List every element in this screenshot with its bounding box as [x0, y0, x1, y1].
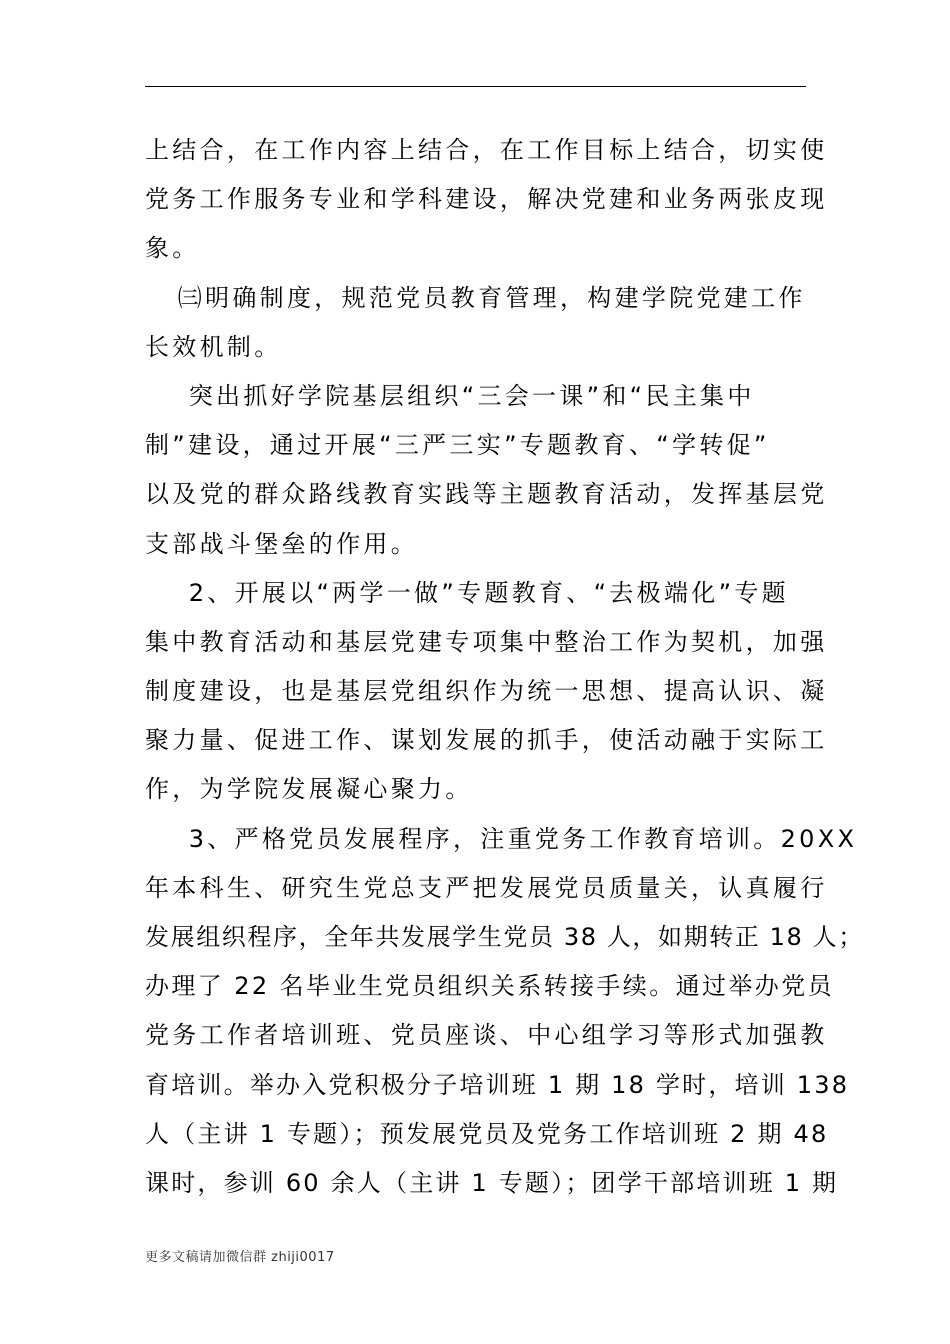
- text-line: 上结合，在工作内容上结合，在工作目标上结合，切实使: [145, 136, 828, 164]
- text-line: 育培训。举办入党积极分子培训班 1 期 18 学时，培训 138: [145, 1070, 850, 1099]
- text-line: 2、开展以“两学一做”专题教育、“去极端化”专题: [145, 578, 789, 607]
- document-body: [145, 126, 864, 1208]
- text-line: 发展组织程序，全年共发展学生党员 38 人，如期转正 18 人；: [145, 923, 864, 951]
- text-line: 制度建设，也是基层党组织作为统一思想、提高认识、凝: [145, 677, 828, 706]
- text-line: 年本科生、研究生党总支严把发展党员质量关，认真履行: [145, 873, 828, 902]
- text-line: 象。: [145, 234, 200, 263]
- text-line: 制”建设，通过开展“三严三实”专题教育、“学转促”: [145, 431, 770, 460]
- text-line: 突出抓好学院基层组织“三会一课”和“民主集中: [145, 381, 755, 410]
- text-line: 党务工作服务专业和学科建设，解决党建和业务两张皮现: [145, 185, 828, 214]
- text-line: 办理了 22 名毕业生党员组织关系转接手续。通过举办党员: [145, 972, 834, 1001]
- text-line: 人（主讲 1 专题）；预发展党员及党务工作培训班 2 期 48: [145, 1119, 829, 1148]
- text-line: 支部战斗堡垒的作用。: [145, 529, 418, 558]
- text-line: 以及党的群众路线教育实践等主题教育活动，发挥基层党: [145, 480, 828, 509]
- text-line: 作，为学院发展凝心聚力。: [145, 775, 473, 804]
- text-line: 长效机制。: [145, 332, 282, 361]
- text-line: 聚力量、促进工作、谋划发展的抓手，使活动融于实际工: [145, 726, 828, 755]
- text-line: 党务工作者培训班、党员座谈、中心组学习等形式加强教: [145, 1021, 828, 1050]
- section-heading: ㈢明确制度，规范党员教育管理，构建学院党建工作: [145, 283, 806, 312]
- footer-note: 更多文稿请加微信群 zhiji0017: [145, 1250, 335, 1265]
- text-line: 3、严格党员发展程序，注重党务工作教育培训。20XX: [145, 824, 858, 853]
- header-rule: [145, 86, 806, 87]
- text-line: 课时，参训 60 余人（主讲 1 专题）；团学干部培训班 1 期: [145, 1168, 839, 1197]
- text-line: 集中教育活动和基层党建专项集中整治工作为契机，加强: [145, 627, 828, 656]
